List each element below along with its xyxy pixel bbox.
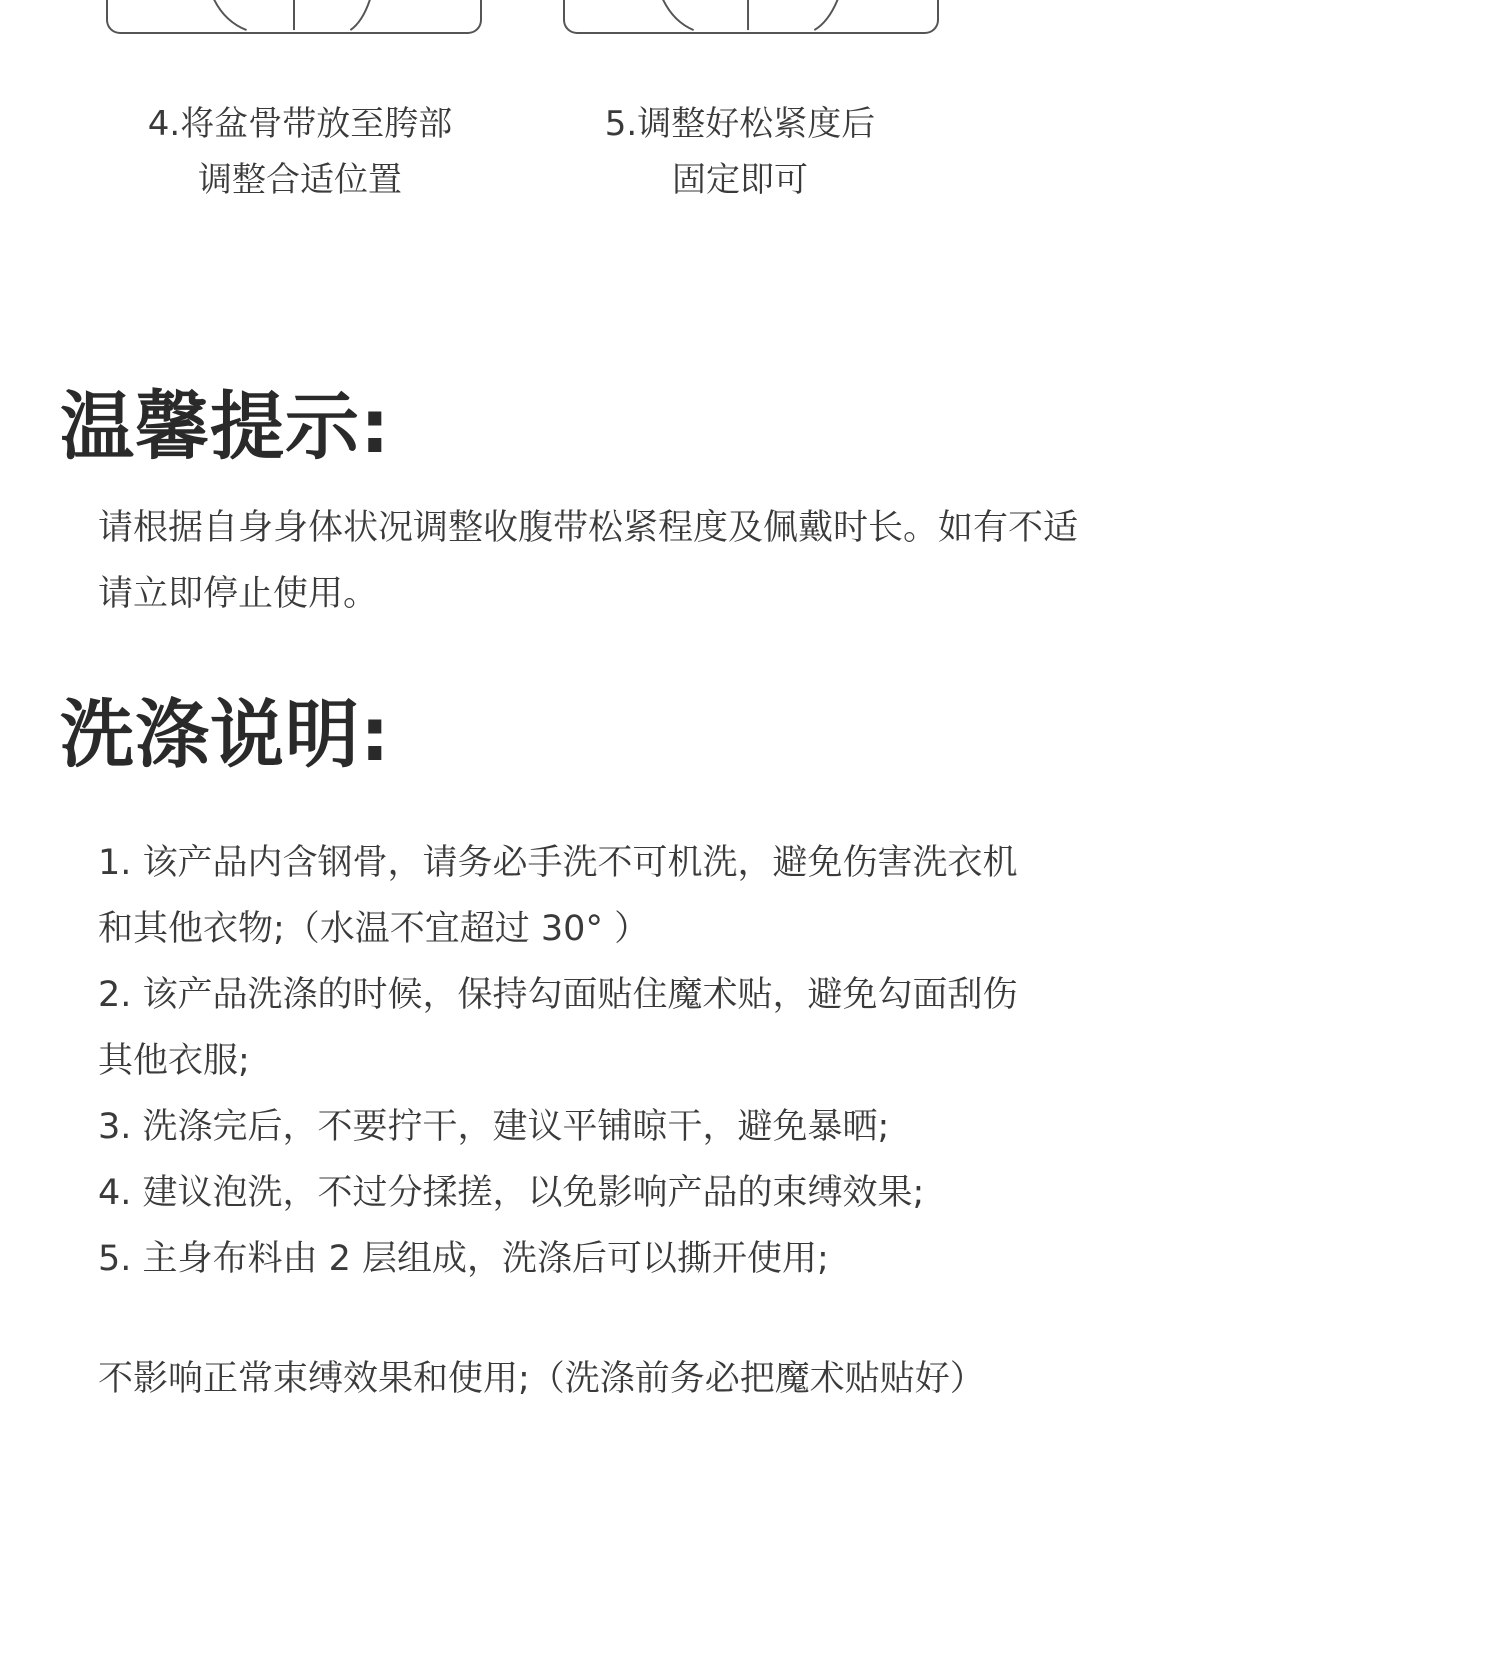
wash-line: 4. 建议泡洗，不过分揉搓，以免影响产品的束缚效果; — [98, 1173, 925, 1213]
step-4-line-1: 4.将盆骨带放至胯部 — [147, 104, 453, 144]
step-5-caption — [575, 96, 905, 208]
step-4-illustration — [106, 0, 482, 34]
wash-note — [98, 1346, 1318, 1412]
step-5-line-2: 固定即可 — [672, 160, 808, 200]
step-5-line-1: 5.调整好松紧度后 — [604, 104, 876, 144]
wash-line: 2. 该产品洗涤的时候，保持勾面贴住魔术贴，避免勾面刮伤 — [98, 975, 1018, 1015]
wash-line: 3. 洗涤完后，不要拧干，建议平铺晾干，避免暴晒; — [98, 1107, 890, 1147]
tips-body — [98, 495, 1318, 627]
wash-title: 洗涤说明: — [60, 692, 391, 778]
wash-line: 和其他衣物;（水温不宜超过 30° ） — [98, 909, 650, 949]
wash-line: 其他衣服; — [98, 1041, 250, 1081]
tips-line: 请立即停止使用。 — [98, 574, 379, 614]
step-4-caption — [120, 96, 480, 208]
belt-outline-icon — [108, 0, 480, 32]
wash-line: 5. 主身布料由 2 层组成，洗涤后可以撕开使用; — [98, 1239, 829, 1279]
wash-instructions — [98, 830, 1318, 1292]
tips-title: 温馨提示: — [60, 384, 391, 470]
belt-outline-icon — [565, 0, 937, 32]
step-5-illustration — [563, 0, 939, 34]
wash-note-line: 不影响正常束缚效果和使用;（洗涤前务必把魔术贴贴好） — [98, 1359, 985, 1399]
step-4-line-2: 调整合适位置 — [198, 160, 402, 200]
tips-line: 请根据自身身体状况调整收腹带松紧程度及佩戴时长。如有不适 — [98, 508, 1079, 548]
wash-line: 1. 该产品内含钢骨，请务必手洗不可机洗，避免伤害洗衣机 — [98, 843, 1018, 883]
